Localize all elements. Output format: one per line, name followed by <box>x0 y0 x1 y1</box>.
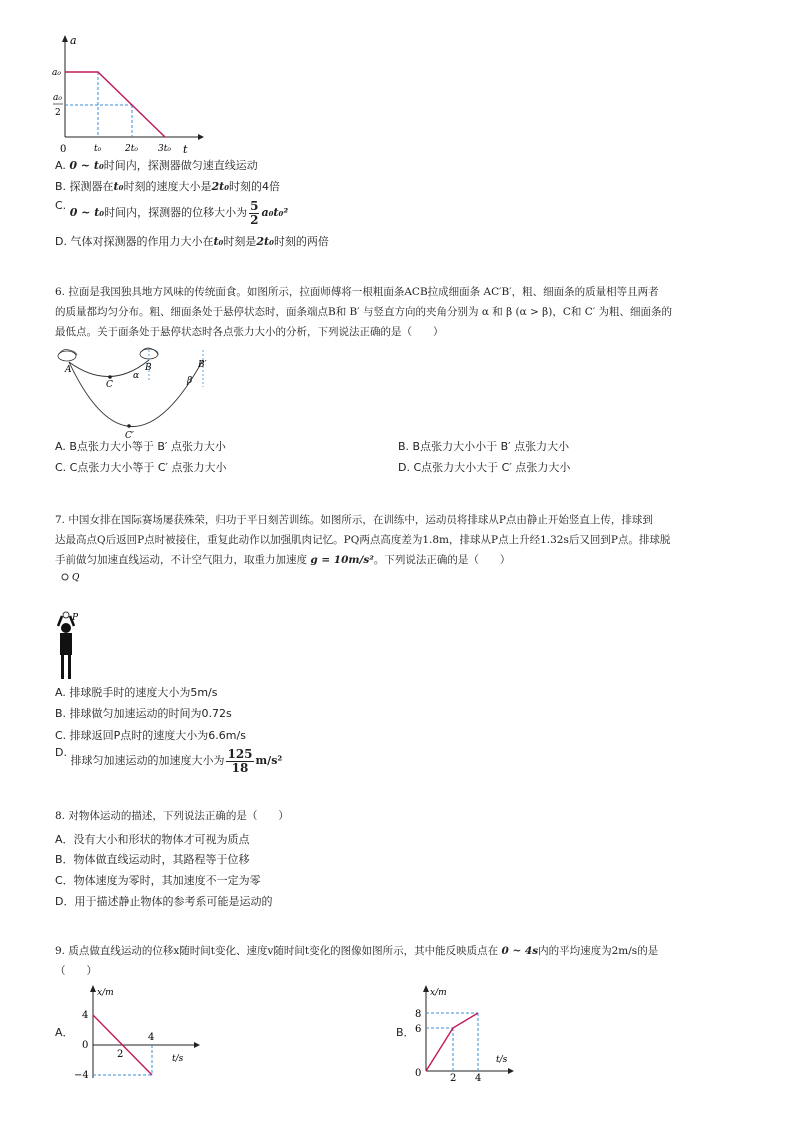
q9-graph-a[interactable] <box>72 982 202 1082</box>
q9-graph-b[interactable] <box>410 982 520 1082</box>
svg-text:4: 4 <box>148 1032 155 1043</box>
q7-option-d[interactable]: D. 排球匀加速运动的加速度大小为 $\frac{125}{18}$ m/s² <box>55 746 283 775</box>
svg-text:B: B <box>145 363 152 373</box>
q5-option-d[interactable]: D. 气体对探测器的作用力大小在t₀时刻是2t₀时刻的两倍 <box>55 235 329 248</box>
player-right-leg <box>68 655 71 679</box>
q5-option-a[interactable]: A. 0 ~ t₀时间内，探测器做匀速直线运动 <box>55 159 258 172</box>
y-axis-arrow <box>62 35 68 42</box>
svg-text:0: 0 <box>82 1040 89 1051</box>
q5-option-c[interactable]: C. 0 ~ t₀时间内，探测器的位移大小为 $\frac{5}{2}$ a₀t₀² <box>55 198 289 227</box>
svg-text:a: a <box>70 34 77 47</box>
x-t-line-b <box>426 1013 478 1071</box>
svg-text:α: α <box>133 371 140 381</box>
svg-text:2t₀: 2t₀ <box>125 144 138 154</box>
svg-text:3t₀: 3t₀ <box>158 144 171 154</box>
q9-option-b-label[interactable]: B． <box>396 1026 415 1039</box>
q5-option-b[interactable]: B. 探测器在t₀时刻的速度大小是2t₀时刻的4倍 <box>55 180 281 193</box>
q8-option-c[interactable]: C．物体速度为零时，其加速度不一定为零 <box>55 874 261 887</box>
q6-noodle-figure <box>55 342 225 442</box>
svg-text:a₀: a₀ <box>52 68 61 78</box>
q5-a-t-graph <box>50 30 210 155</box>
q9-stem: 9. 质点做直线运动的位移x随时间t变化、速度v随时间t变化的图像如图所示，其中能反映质点在 0 ~ 4s内的平均速度为2m/s的是 （ ） <box>55 945 659 977</box>
q6-option-c[interactable]: C. C点张力大小等于 C′ 点张力大小 <box>55 461 227 474</box>
q6-option-d[interactable]: D. C点张力大小大于 C′ 点张力大小 <box>398 461 571 474</box>
q6-stem: 6. 拉面是我国独具地方风味的传统面食。如图所示，拉面师傅将一根粗面条ACB拉成细面条 AC′B′，粗、细面条的质量相等且两者 的质量都均匀分布。粗、细面条处于悬停状态时，面条端点B和 B′ 与竖直方向的夹角分别为 α 和 β (α > β)，C和 C′ 为粗、细面条的 最低点。关于面条处于悬停状态时各点张力大小的分析，下列说法正确的是（ ） <box>55 286 672 338</box>
svg-text:0: 0 <box>415 1068 422 1079</box>
svg-text:0: 0 <box>60 144 67 155</box>
q8-option-b[interactable]: B．物体做直线运动时，其路程等于位移 <box>55 853 250 866</box>
q8-option-a[interactable]: A．没有大小和形状的物体才可视为质点 <box>55 833 250 846</box>
svg-text:8: 8 <box>415 1009 422 1020</box>
q7-option-c[interactable]: C. 排球返回P点时的速度大小为6.6m/s <box>55 729 246 742</box>
svg-text:x/m: x/m <box>430 988 447 998</box>
ball-at-P <box>63 612 69 618</box>
x-axis-arrow <box>198 134 204 140</box>
svg-text:−4: −4 <box>74 1070 89 1081</box>
svg-text:6: 6 <box>415 1024 422 1035</box>
svg-text:2: 2 <box>55 108 61 118</box>
q7-volleyball-figure <box>50 568 100 683</box>
svg-text:t₀: t₀ <box>94 144 102 154</box>
thin-noodle <box>69 360 203 427</box>
svg-text:β: β <box>187 376 193 386</box>
svg-text:t/s: t/s <box>496 1055 508 1065</box>
svg-text:B′: B′ <box>198 360 207 370</box>
q7-option-a[interactable]: A. 排球脱手时的速度大小为5m/s <box>55 686 218 699</box>
q8-stem: 8. 对物体运动的描述，下列说法正确的是（ ） <box>55 810 289 822</box>
svg-text:C: C <box>106 380 113 390</box>
svg-text:4: 4 <box>82 1010 89 1021</box>
svg-text:t: t <box>183 143 188 155</box>
player-left-leg <box>61 655 64 679</box>
left-hand <box>58 351 76 361</box>
svg-text:t/s: t/s <box>172 1054 184 1064</box>
svg-text:A: A <box>65 365 72 375</box>
q9-option-a-label[interactable]: A． <box>55 1026 74 1039</box>
q7-option-b[interactable]: B. 排球做匀加速运动的时间为0.72s <box>55 707 232 720</box>
svg-text:x/m: x/m <box>97 988 114 998</box>
ball-at-Q <box>62 574 68 580</box>
svg-text:P: P <box>72 613 79 623</box>
q6-option-b[interactable]: B. B点张力大小小于 B′ 点张力大小 <box>398 440 570 453</box>
svg-text:4: 4 <box>475 1073 482 1082</box>
q6-option-a[interactable]: A. B点张力大小等于 B′ 点张力大小 <box>55 440 226 453</box>
svg-text:Q: Q <box>72 573 80 583</box>
svg-text:2: 2 <box>117 1049 124 1060</box>
player-body <box>60 633 72 655</box>
svg-text:a₀: a₀ <box>53 93 62 103</box>
svg-text:C′: C′ <box>125 431 134 441</box>
svg-text:2: 2 <box>450 1073 457 1082</box>
q7-stem: 7. 中国女排在国际赛场屡获殊荣，归功于平日刻苦训练。如图所示，在训练中，运动员将排球从P点由静止开始竖直上传，排球到 达最高点Q后返回P点时被接住，重复此动作以加强肌肉记忆。PQ两点高度差为1.8m，排球从P点上升经1.32s后又回到P点。排球脱 手前做匀加速直线运动，不计空气阻力，取重力加速度 g = 10m/s²。下列说法正确的是（ ） <box>55 514 671 566</box>
q8-option-d[interactable]: D．用于描述静止物体的参考系可能是运动的 <box>55 895 273 908</box>
player-head <box>61 623 71 633</box>
